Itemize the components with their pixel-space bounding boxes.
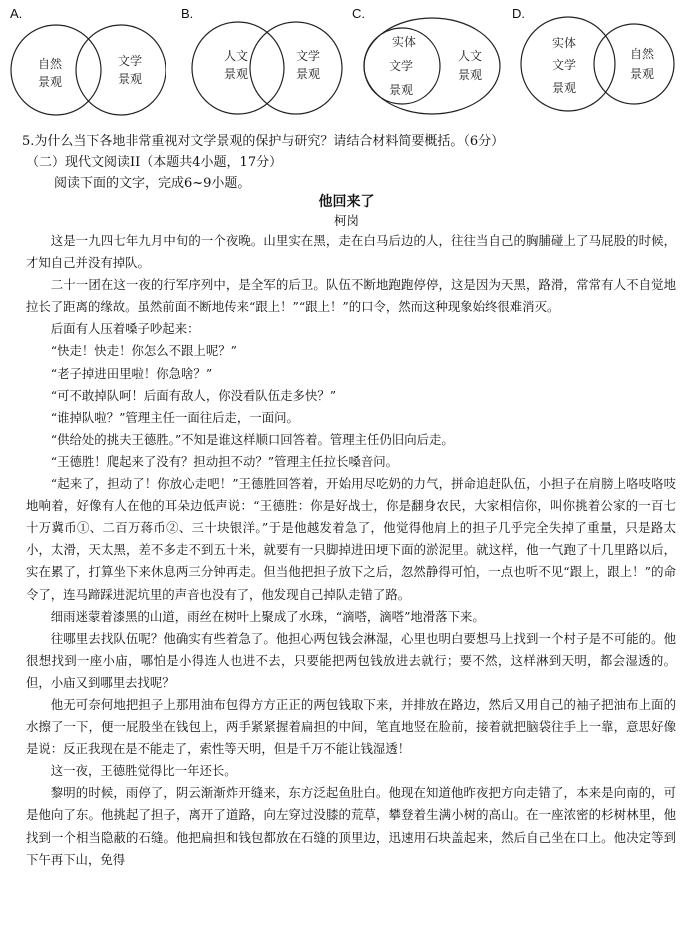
option-d-inner-label-2: 文学	[552, 58, 577, 72]
story-title: 他回来了	[318, 194, 375, 210]
paragraph: “起来了，担动了！你放心走吧！”王德胜回答着，开始用尽吃奶的力气，拼命追赶队伍，小担子在肩膀上咯吱咯吱地响着，好像有人在他的耳朵边低声说：“王德胜：你是好战士，你是翻身农民，大家相信你，叫你挑着公家的一百七十万冀币①、二百万蒋币②、三十块银洋。”于是他越发着急了，他觉得他肩上的担子几乎完全失掉了重量，只是路太小，太滑，天太黑，差不多走不到五十米，就要有一只脚掉进田埂下面的淤泥里。就这样，他一气跑了十几里路以后，实在累了，打算坐下来休息两三分钟再走。但当他把担子放下之后，忽然静得可怕，一点也听不见“跟上，跟上！”的命令了，连马蹄踩进泥坑里的声音也没有了，他发现自己掉队走错了路。	[26, 476, 676, 602]
paragraph: “谁掉队啦？”管理主任一面往后走，一面问。	[50, 409, 299, 425]
option-a-right-label-1: 文学	[118, 54, 143, 68]
section-heading: （二）现代文阅读II（本题共4小题，17分）	[26, 155, 283, 170]
paragraph: 他无可奈何地把担子上那用油布包得方方正正的两包钱取下来，并排放在路边，然后又用自己的袖子把油布上面的水擦了一下，便一屁股坐在钱包上，两手紧紧握着扁担的中间，笔直地竖在脸前，接着就把脑袋往手上一靠，意思好像是说：反正我现在是不能走了，索性等天明，但是千万不能让钱湿透！	[26, 696, 676, 757]
paragraph: 往哪里去找队伍呢？他确实有些着急了。他担心两包钱会淋湿，心里也明白要想马上找到一个村子是不可能的。他很想找到一座小庙，哪怕是小得连人也进不去，只要能把两包钱放进去就行；要不然，这样淋到天明，都会湿透的。但，小庙又到哪里去找呢？	[26, 630, 676, 690]
paragraph: 黎明的时候，雨停了，阴云渐渐炸开缝来，东方泛起鱼肚白。他现在知道他昨夜把方向走错了，本来是向南的，可是他向了东。他挑起了担子，离开了道路，向左穿过没膝的荒草，攀登着生满小树的高山。在一座浓密的杉树林里，他找到一个相当隐蔽的石缝。他把扁担和钱包都放在石缝的顶里边，迅速用石块盖起来，然后自己坐在口上。他决定等到下午再下山，免得	[26, 785, 676, 867]
paragraph: “老子掉进田里啦！你急啥？”	[50, 365, 213, 381]
option-a-left-label-2: 景观	[38, 75, 63, 89]
option-b-left-label-1: 人文	[224, 49, 249, 63]
option-a-left-label-1: 自然	[38, 57, 63, 71]
option-d-outer-label-2: 景观	[630, 67, 655, 81]
option-a-diagram	[6, 8, 166, 122]
paragraph: 这一夜，王德胜觉得比一年还长。	[50, 763, 237, 779]
option-a-letter: A.	[10, 6, 23, 21]
option-d-letter: D.	[512, 6, 525, 21]
paragraph: “王德胜！爬起来了没有？担动担不动？”管理主任拉长嗓音问。	[50, 453, 399, 469]
option-d-outer-label-1: 自然	[630, 47, 655, 61]
paragraph: 这是一九四七年九月中旬的一个夜晚。山里实在黑，走在白马后边的人，往往当自己的胸脯碰上了马屁股的时候，才知自己并没有掉队。	[26, 233, 676, 271]
paragraph: 二十一团在这一夜的行军序列中，是全军的后卫。队伍不断地跑跑停停，这是因为天黑，路滑，常常有人不自觉地拉长了距离的缘故。虽然前面不断地传来“跟上！”“跟上！”的口令，然而这种现象始终很难消灭。	[26, 277, 676, 315]
option-c-outer-label-2: 景观	[458, 68, 483, 82]
option-c-inner-label-2: 文学	[389, 59, 414, 73]
option-b-left-label-2: 景观	[224, 67, 249, 81]
story-author: 柯岗	[333, 213, 359, 228]
option-c-diagram	[358, 8, 508, 122]
paragraph: 后面有人压着嗓子吵起来：	[50, 321, 200, 337]
option-b-right-label-1: 文学	[296, 49, 321, 63]
paragraph: “供给处的挑夫王德胜。”不知是谁这样顺口回答着。管理主任仍旧向后走。	[50, 431, 454, 447]
paragraph: “快走！快走！你怎么不跟上呢？”	[50, 343, 237, 359]
option-d-inner-label-1: 实体	[552, 36, 577, 50]
option-b-diagram	[188, 8, 348, 122]
option-d-inner-label-3: 景观	[552, 81, 577, 95]
option-c-inner-label-1: 实体	[392, 35, 417, 49]
paragraph: “可不敢掉队呵！后面有敌人，你没看队伍走多快？”	[50, 387, 337, 403]
option-d-diagram	[516, 8, 676, 122]
option-b-letter: B.	[181, 6, 194, 21]
story-body	[26, 230, 676, 871]
option-a-right-label-2: 景观	[118, 72, 143, 86]
option-c-outer-label-1: 人文	[458, 49, 483, 63]
question-5: 5.为什么当下各地非常重视对文学景观的保护与研究？请结合材料简要概括。（6分）	[22, 134, 505, 149]
option-b-right-label-2: 景观	[296, 67, 321, 81]
reading-instruction: 阅读下面的文字，完成6~9小题。	[54, 176, 251, 191]
paragraph: 细雨迷蒙着漆黑的山道，雨丝在树叶上聚成了水珠，“滴嗒，滴嗒”地滑落下来。	[50, 608, 485, 624]
option-c-letter: C.	[352, 6, 365, 21]
option-c-inner-label-3: 景观	[389, 83, 414, 97]
